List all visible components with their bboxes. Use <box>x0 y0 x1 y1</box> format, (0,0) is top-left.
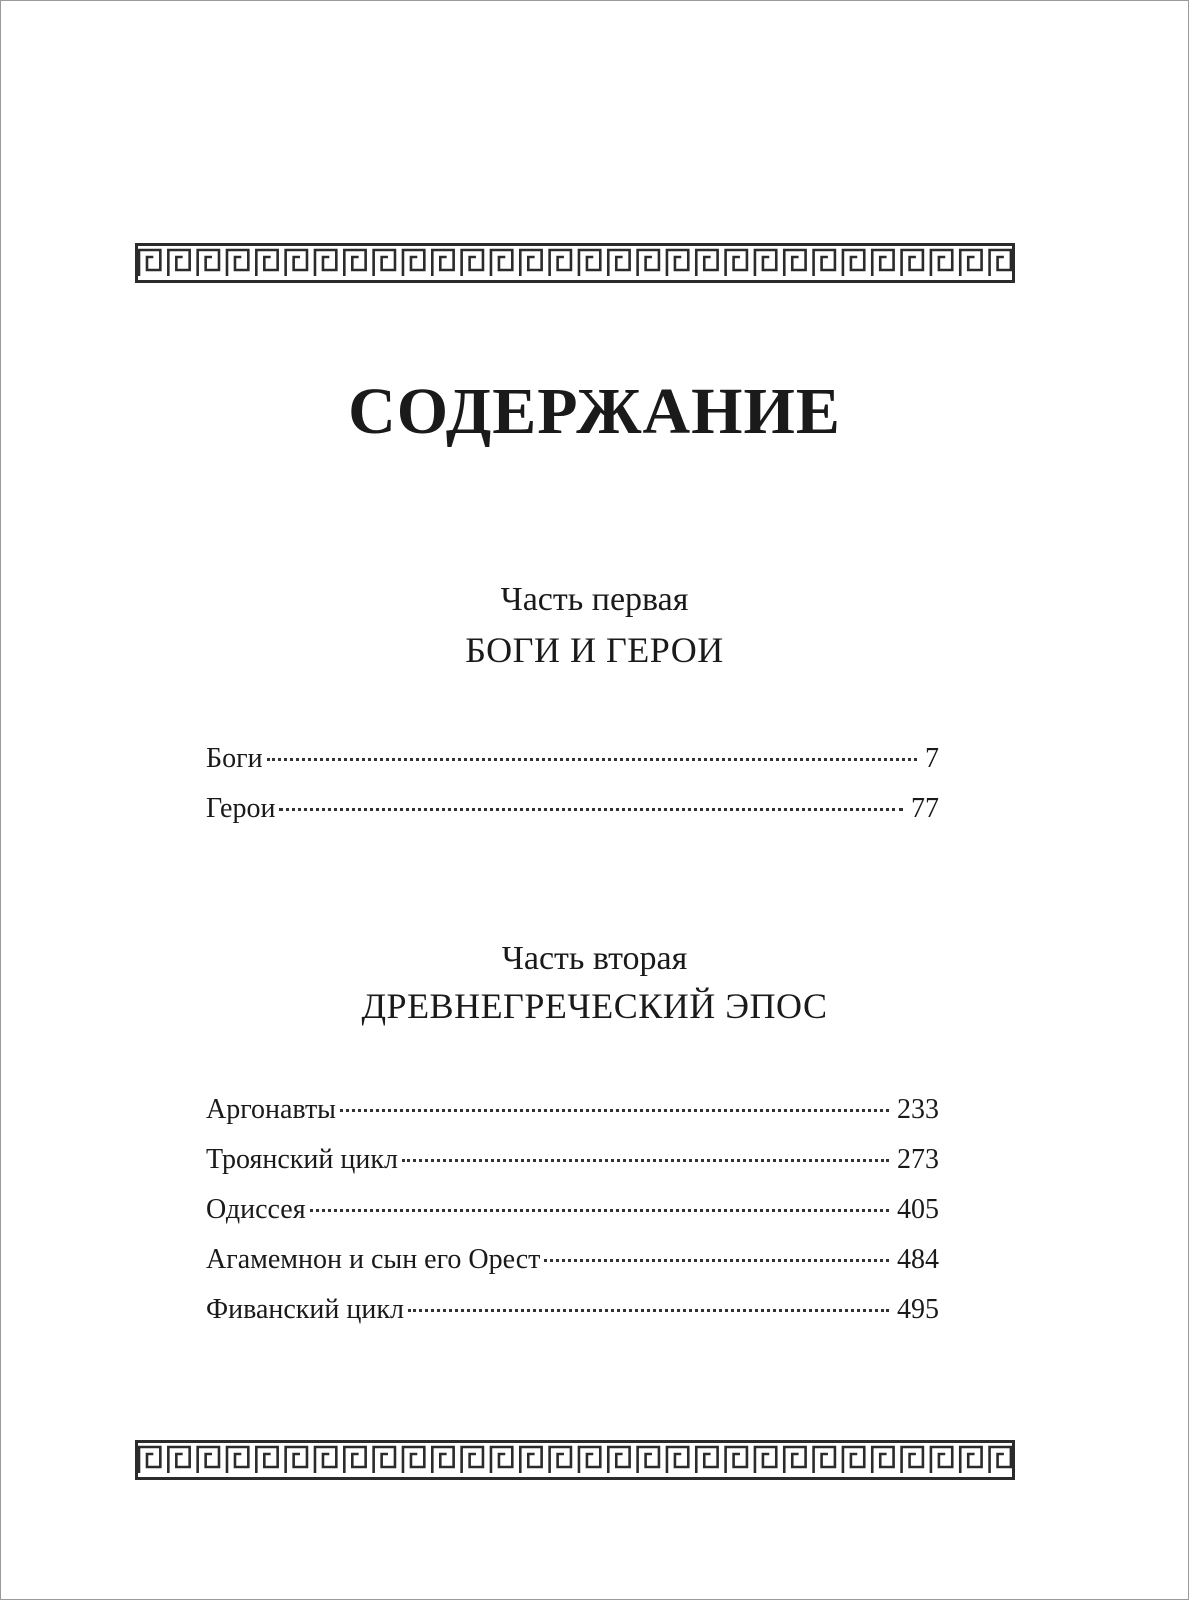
toc-entry[interactable] <box>206 1190 939 1240</box>
toc-entry-title: Троянский цикл <box>206 1144 398 1175</box>
toc-list-part-2 <box>206 1090 939 1340</box>
toc-entry-title: Герои <box>206 793 276 824</box>
toc-entry[interactable] <box>206 1240 939 1290</box>
toc-entry-page: 495 <box>897 1294 939 1325</box>
dot-leader <box>408 1309 889 1312</box>
part-2-label: Часть вторая <box>501 940 688 977</box>
dot-leader <box>402 1159 889 1162</box>
greek-key-border-top <box>135 243 1015 283</box>
toc-entry-title: Одиссея <box>206 1194 306 1225</box>
toc-entry[interactable] <box>206 1140 939 1190</box>
toc-entry-page: 405 <box>897 1194 939 1225</box>
toc-entry-title: Фиванский цикл <box>206 1294 404 1325</box>
toc-entry-page: 273 <box>897 1144 939 1175</box>
toc-entry-page: 233 <box>897 1094 939 1125</box>
part-2-title: ДРЕВНЕГРЕЧЕСКИЙ ЭПОС <box>361 986 828 1026</box>
toc-entry[interactable] <box>206 1290 939 1340</box>
toc-entry-page: 7 <box>925 743 939 774</box>
toc-list-part-1 <box>206 739 939 839</box>
part-1-label: Часть первая <box>500 581 689 618</box>
toc-entry-title: Боги <box>206 743 263 774</box>
dot-leader <box>340 1109 889 1112</box>
toc-entry[interactable] <box>206 739 939 789</box>
toc-entry-title: Аргонавты <box>206 1094 336 1125</box>
toc-entry[interactable] <box>206 1090 939 1140</box>
page-title: СОДЕРЖАНИЕ <box>348 375 841 448</box>
dot-leader <box>544 1259 889 1262</box>
dot-leader <box>267 758 917 761</box>
dot-leader <box>279 808 903 811</box>
dot-leader <box>310 1209 889 1212</box>
toc-entry[interactable] <box>206 789 939 839</box>
toc-entry-title: Агамемнон и сын его Орест <box>206 1244 541 1275</box>
toc-entry-page: 77 <box>911 793 939 824</box>
greek-key-border-bottom <box>135 1440 1015 1480</box>
part-1-title: БОГИ И ГЕРОИ <box>465 630 724 670</box>
toc-entry-page: 484 <box>897 1244 939 1275</box>
